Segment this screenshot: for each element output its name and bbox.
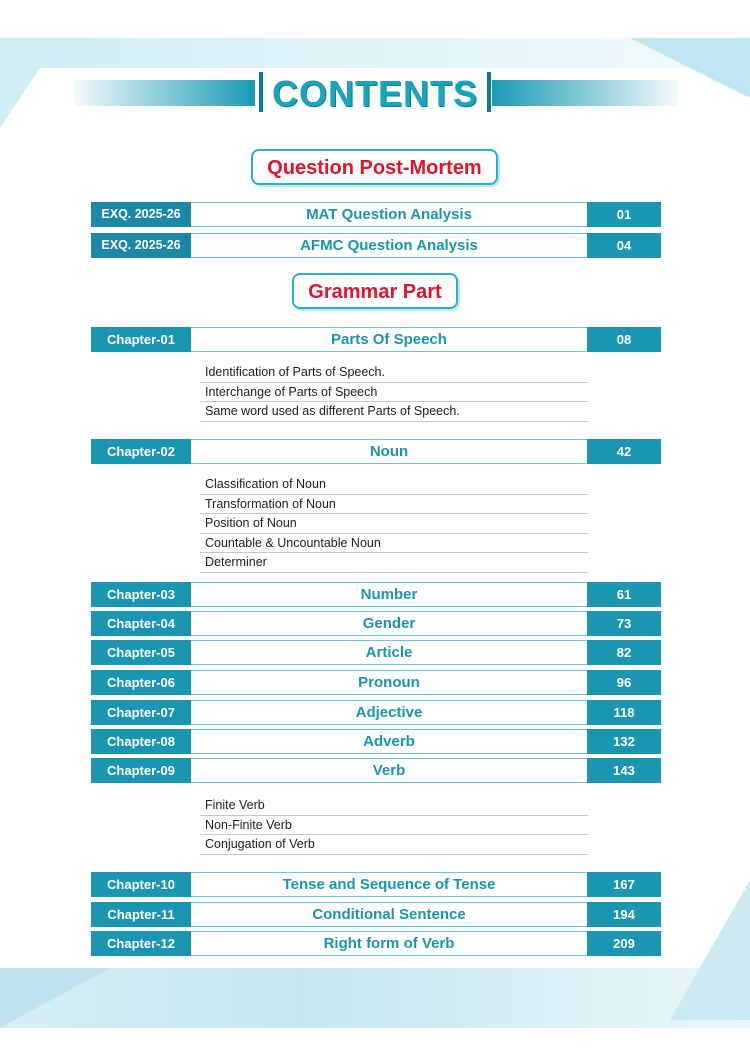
chapter-label: Chapter-03 [91,582,191,607]
page-number: 118 [587,700,661,725]
toc-row-chapter-12[interactable] [91,931,661,956]
chapter-title: Verb [191,758,587,783]
topic-list-chapter-09 [200,796,588,855]
topic-item: Conjugation of Verb [200,835,588,855]
toc-row-exq-mat[interactable] [91,202,661,227]
chapter-title: Adjective [191,700,587,725]
page-number: 194 [587,902,661,927]
row-label: EXQ. 2025-26 [91,202,191,227]
chapter-label: Chapter-12 [91,931,191,956]
topic-item: Non-Finite Verb [200,816,588,836]
toc-row-chapter-07[interactable] [91,700,661,725]
page-title: CONTENTS [272,73,478,114]
header-bar-left [75,80,255,106]
toc-row-chapter-01[interactable] [91,327,661,352]
topic-item: Determiner [200,553,588,573]
page-number: 143 [587,758,661,783]
page-number: 61 [587,582,661,607]
toc-row-chapter-04[interactable] [91,611,661,636]
section-heading-post-mortem: Question Post-Mortem [251,149,498,185]
toc-row-exq-afmc[interactable] [91,233,661,258]
chapter-title: Adverb [191,729,587,754]
chapter-label: Chapter-01 [91,327,191,352]
chapter-title: Number [191,582,587,607]
chapter-label: Chapter-06 [91,670,191,695]
page-number: 08 [587,327,661,352]
chapter-title: Tense and Sequence of Tense [191,872,587,897]
chapter-label: Chapter-07 [91,700,191,725]
topic-item: Transformation of Noun [200,495,588,515]
toc-row-chapter-10[interactable] [91,872,661,897]
section-heading-grammar: Grammar Part [292,273,458,309]
topic-list-chapter-01 [200,363,588,422]
toc-row-chapter-05[interactable] [91,640,661,665]
toc-row-chapter-03[interactable] [91,582,661,607]
topic-item: Same word used as different Parts of Speech. [200,402,588,422]
toc-row-chapter-08[interactable] [91,729,661,754]
chapter-label: Chapter-09 [91,758,191,783]
chapter-label: Chapter-08 [91,729,191,754]
chapter-label: Chapter-04 [91,611,191,636]
topic-item: Interchange of Parts of Speech [200,383,588,403]
chapter-label: Chapter-11 [91,902,191,927]
toc-row-chapter-06[interactable] [91,670,661,695]
header-bar-right [492,80,677,106]
page-number: 167 [587,872,661,897]
page-number: 73 [587,611,661,636]
bottom-left-decor [0,968,110,1028]
chapter-title: Right form of Verb [191,931,587,956]
page-number: 209 [587,931,661,956]
toc-row-chapter-09[interactable] [91,758,661,783]
page-number: 42 [587,439,661,464]
toc-row-chapter-02[interactable] [91,439,661,464]
bottom-decor-band [0,968,750,1028]
chapter-title: Conditional Sentence [191,902,587,927]
chapter-title: Parts Of Speech [191,327,587,352]
topic-item: Identification of Parts of Speech. [200,363,588,383]
topic-list-chapter-02 [200,475,588,573]
chapter-title: Gender [191,611,587,636]
row-label: EXQ. 2025-26 [91,233,191,258]
chapter-title: Noun [191,439,587,464]
page-number: 82 [587,640,661,665]
chapter-label: Chapter-10 [91,872,191,897]
page-number: 132 [587,729,661,754]
top-left-decor [0,38,60,128]
row-title: MAT Question Analysis [191,202,587,227]
row-title: AFMC Question Analysis [191,233,587,258]
topic-item: Countable & Uncountable Noun [200,534,588,554]
bottom-right-decor [670,880,750,1020]
topic-item: Classification of Noun [200,475,588,495]
toc-row-chapter-11[interactable] [91,902,661,927]
page-number: 96 [587,670,661,695]
chapter-label: Chapter-02 [91,439,191,464]
topic-item: Finite Verb [200,796,588,816]
page-number: 01 [587,202,661,227]
topic-item: Position of Noun [200,514,588,534]
chapter-title: Pronoun [191,670,587,695]
chapter-title: Article [191,640,587,665]
chapter-label: Chapter-05 [91,640,191,665]
page-number: 04 [587,233,661,258]
